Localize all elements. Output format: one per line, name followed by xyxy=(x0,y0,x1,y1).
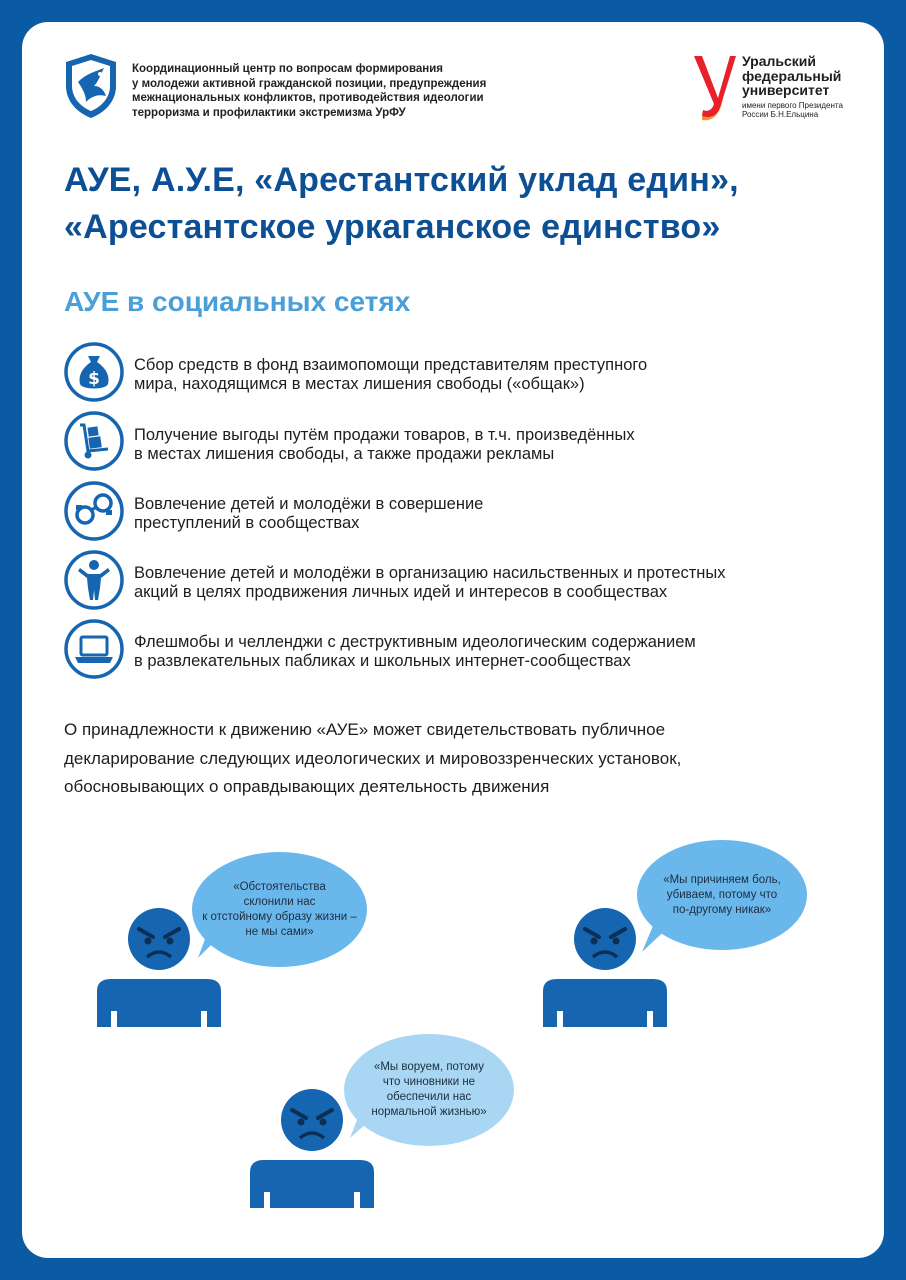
svg-text:$: $ xyxy=(88,369,100,389)
angry-person-icon xyxy=(543,907,667,1027)
list-item: Получение выгоды путём продажи товаров, в т.ч. произведённых в местах лишения свободы, а также продажи рекламы xyxy=(134,426,635,463)
center-name-text: Координационный центр по вопросам формирования у молодежи активной гражданской позиции, предупреждения межнациональных конфликтов, противодействия идеологии терроризма и профилактики экстремизма УрФУ xyxy=(132,63,487,119)
list-item: Сбор средств в фонд взаимопомощи представителям преступного мира, находящимся в местах лишения свободы («общак») xyxy=(134,356,648,393)
list-item: Флешмобы и челленджи с деструктивным идеологическим содержанием в развлекательных пабликах и школьных интернет-сообществах xyxy=(134,633,696,670)
page-title: АУЕ, А.У.Е, «Арестантский уклад един», «Арестантское уркаганское единство» xyxy=(64,161,739,246)
quote-bubble: «Обстоятельства склонили нас к отстойному образу жизни – не мы сами» xyxy=(192,852,367,967)
angry-person-icon xyxy=(97,907,221,1027)
list-item: Вовлечение детей и молодёжи в организацию насильственных и протестных акций в целях продвижения личных идей и интересов в сообществах xyxy=(134,564,726,601)
section-subtitle: АУЕ в социальных сетях xyxy=(64,286,411,317)
body-paragraph: О принадлежности к движению «АУЕ» может свидетельствовать публичное декларирование следующих идеологических и мировоззренческих установок, обосновывающих о оправдывающих деятельность движения xyxy=(64,720,682,796)
quote-bubble: «Мы воруем, потому что чиновники не обеспечили нас нормальной жизнью» xyxy=(344,1034,514,1146)
university-name: Уральский федеральный университет xyxy=(742,53,842,98)
list-item: Вовлечение детей и молодёжи в совершение преступлений в сообществах xyxy=(134,495,484,532)
quote-bubble: «Мы причиняем боль, убиваем, потому что по-другому никак» xyxy=(637,840,807,950)
angry-person-icon xyxy=(250,1088,374,1208)
university-subtitle: имени первого Президента России Б.Н.Ельцина xyxy=(742,101,843,119)
poster xyxy=(22,22,884,1258)
